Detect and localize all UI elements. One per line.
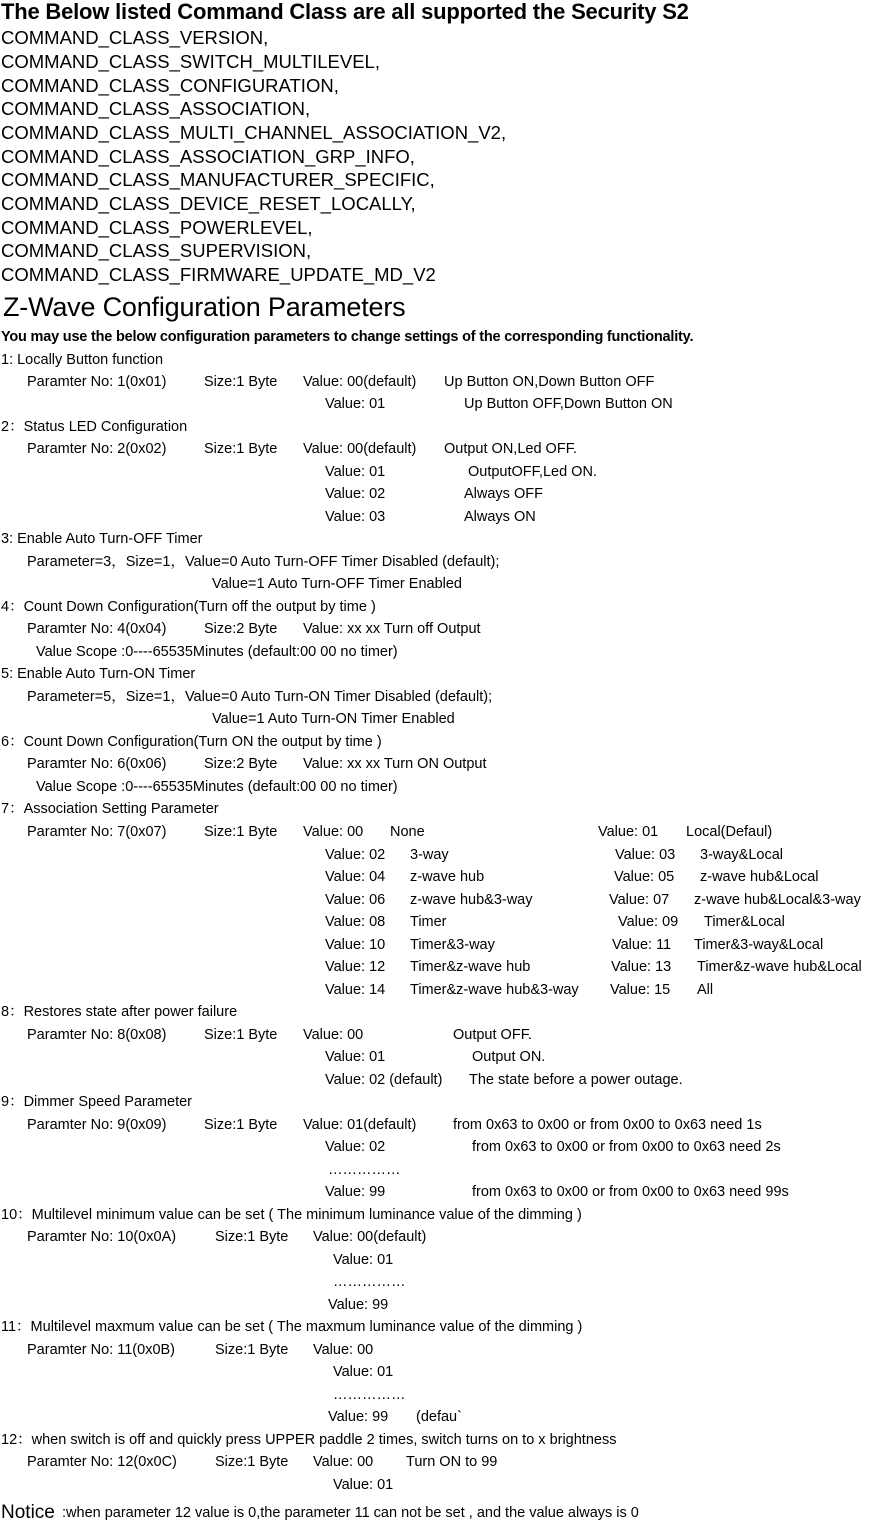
command-class-item: COMMAND_CLASS_CONFIGURATION, (1, 75, 339, 96)
command-class-item: COMMAND_CLASS_ASSOCIATION_GRP_INFO, (1, 146, 415, 167)
param-1-title: 1: Locally Button function (1, 352, 164, 368)
param-6-value: Value: xx xx Turn ON Output (303, 756, 487, 772)
param-2-desc: Always OFF (464, 486, 543, 502)
param-7-desc: Timer&3-way&Local (694, 937, 824, 953)
param-7-desc: Timer (410, 914, 447, 930)
param-1-desc: Up Button OFF,Down Button ON (464, 396, 673, 412)
command-class-item: COMMAND_CLASS_MANUFACTURER_SPECIFIC, (1, 169, 435, 190)
param-4-header: Paramter No: 4(0x04) (27, 621, 167, 637)
param-8-value: Value: 01 (325, 1049, 386, 1065)
param-3-line: Value=1 Auto Turn-OFF Timer Enabled (212, 576, 462, 592)
param-9-size: Size:1 Byte (204, 1117, 278, 1133)
param-11-header: Paramter No: 11(0x0B) (27, 1342, 176, 1358)
param-4-value: Value: xx xx Turn off Output (303, 621, 481, 637)
param-4-size: Size:2 Byte (204, 621, 278, 637)
param-11-title: 11：Multilevel maxmum value can be set ( The maxmum luminance value of the dimming ) (1, 1319, 583, 1335)
param-7-desc: All (697, 982, 714, 998)
param-9-value: Value: 02 (325, 1139, 386, 1155)
param-3-title: 3: Enable Auto Turn-OFF Timer (1, 531, 203, 547)
param-7-value: Value: 15 (610, 982, 671, 998)
param-7-value: Value: 13 (611, 959, 672, 975)
param-8-desc: Output ON. (472, 1049, 546, 1065)
param-2-size: Size:1 Byte (204, 441, 278, 457)
param-10-title: 10：Multilevel minimum value can be set ( The minimum luminance value of the dimming ) (1, 1207, 582, 1223)
param-7-desc: 3-way (410, 847, 449, 863)
param-11-size: Size:1 Byte (215, 1342, 289, 1358)
param-7-value: Value: 04 (325, 869, 386, 885)
param-11-value: Value: 01 (333, 1364, 394, 1380)
param-7-value: Value: 06 (325, 892, 386, 908)
param-12-header: Paramter No: 12(0x0C) (27, 1454, 177, 1470)
param-9-header: Paramter No: 9(0x09) (27, 1117, 167, 1133)
param-7-value: Value: 00 (303, 824, 364, 840)
param-5-line: Value=1 Auto Turn-ON Timer Enabled (212, 711, 455, 727)
param-7-desc: Timer&z-wave hub&Local (697, 959, 862, 975)
param-7-size: Size:1 Byte (204, 824, 278, 840)
param-9-title: 9：Dimmer Speed Parameter (1, 1094, 192, 1110)
param-7-value: Value: 10 (325, 937, 386, 953)
config-intro: You may use the below configuration parameters to change settings of the corresponding functionality. (1, 329, 694, 345)
param-2-value: Value: 00(default) (303, 441, 417, 457)
command-class-item: COMMAND_CLASS_SUPERVISION, (1, 240, 312, 261)
param-6-header: Paramter No: 6(0x06) (27, 756, 167, 772)
command-class-item: COMMAND_CLASS_FIRMWARE_UPDATE_MD_V2 (1, 264, 436, 285)
param-5-line: Parameter=5，Size=1，Value=0 Auto Turn-ON Timer Disabled (default); (27, 689, 493, 705)
command-class-item: COMMAND_CLASS_SWITCH_MULTILEVEL, (1, 51, 380, 72)
param-12-value: Value: 01 (333, 1477, 394, 1493)
param-1-desc: Up Button ON,Down Button OFF (444, 374, 655, 390)
param-7-desc: z-wave hub&Local&3-way (694, 892, 861, 908)
param-12-desc: Turn ON to 99 (406, 1454, 498, 1470)
command-class-item: COMMAND_CLASS_POWERLEVEL, (1, 217, 313, 238)
param-7-value: Value: 03 (615, 847, 676, 863)
param-8-desc: Output OFF. (453, 1027, 532, 1043)
param-2-title: 2：Status LED Configuration (1, 419, 188, 435)
param-12-title: 12：when switch is off and quickly press UPPER paddle 2 times, switch turns on to x brightness (1, 1432, 617, 1448)
command-class-item: COMMAND_CLASS_VERSION, (1, 27, 269, 48)
param-7-desc: Timer&3-way (410, 937, 495, 953)
param-7-desc: z-wave hub (410, 869, 485, 885)
param-2-value: Value: 01 (325, 464, 386, 480)
param-1-value: Value: 00(default) (303, 374, 417, 390)
param-2-desc: Output ON,Led OFF. (444, 441, 577, 457)
param-9-value: Value: 99 (325, 1184, 386, 1200)
param-7-value: Value: 07 (609, 892, 670, 908)
page-heading: The Below listed Command Class are all supported the Security S2 (1, 0, 689, 24)
param-8-header: Paramter No: 8(0x08) (27, 1027, 167, 1043)
param-11-value: Value: 99 (328, 1409, 389, 1425)
param-6-size: Size:2 Byte (204, 756, 278, 772)
param-7-value: Value: 09 (618, 914, 679, 930)
param-12-value: Value: 00 (313, 1454, 374, 1470)
param-11-desc: (defau` (416, 1409, 462, 1425)
command-class-item: COMMAND_CLASS_DEVICE_RESET_LOCALLY, (1, 193, 416, 214)
param-7-desc: Local(Defaul) (686, 824, 773, 840)
param-7-desc: z-wave hub&3-way (410, 892, 533, 908)
param-9-desc: from 0x63 to 0x00 or from 0x00 to 0x63 need 1s (453, 1117, 762, 1133)
param-9-desc: from 0x63 to 0x00 or from 0x00 to 0x63 need 2s (472, 1139, 781, 1155)
param-7-desc: Timer&Local (704, 914, 785, 930)
param-12-size: Size:1 Byte (215, 1454, 289, 1470)
param-7-value: Value: 08 (325, 914, 386, 930)
param-8-size: Size:1 Byte (204, 1027, 278, 1043)
param-8-title: 8：Restores state after power failure (1, 1004, 238, 1020)
param-10-value: Value: 99 (328, 1297, 389, 1313)
param-11-value: Value: 00 (313, 1342, 374, 1358)
param-7-value: Value: 02 (325, 847, 386, 863)
param-1-header: Paramter No: 1(0x01) (27, 374, 167, 390)
param-10-header: Paramter No: 10(0x0A) (27, 1229, 177, 1245)
param-7-desc: 3-way&Local (700, 847, 784, 863)
param-4-title: 4：Count Down Configuration(Turn off the output by time ) (1, 599, 376, 615)
notice-label: Notice (1, 1502, 55, 1523)
param-7-value: Value: 12 (325, 959, 386, 975)
param-9-desc: from 0x63 to 0x00 or from 0x00 to 0x63 need 99s (472, 1184, 789, 1200)
param-10-size: Size:1 Byte (215, 1229, 289, 1245)
notice-text: :when parameter 12 value is 0,the parameter 11 can not be set , and the value always is 0 (62, 1505, 639, 1521)
param-8-value: Value: 00 (303, 1027, 364, 1043)
param-11-ellipsis: …………… (333, 1387, 406, 1403)
param-10-value: Value: 00(default) (313, 1229, 427, 1245)
param-3-line: Parameter=3，Size=1，Value=0 Auto Turn-OFF Timer Disabled (default); (27, 554, 500, 570)
param-9-value: Value: 01(default) (303, 1117, 417, 1133)
command-class-item: COMMAND_CLASS_MULTI_CHANNEL_ASSOCIATION_V2, (1, 122, 507, 143)
command-class-item: COMMAND_CLASS_ASSOCIATION, (1, 98, 311, 119)
param-2-value: Value: 02 (325, 486, 386, 502)
param-6-title: 6：Count Down Configuration(Turn ON the output by time ) (1, 734, 382, 750)
param-7-title: 7：Association Setting Parameter (1, 801, 219, 817)
param-10-ellipsis: …………… (333, 1274, 406, 1290)
param-1-value: Value: 01 (325, 396, 386, 412)
param-7-value: Value: 01 (598, 824, 659, 840)
param-7-desc: Timer&z-wave hub&3-way (410, 982, 579, 998)
param-7-value: Value: 05 (614, 869, 675, 885)
param-2-desc: Always ON (464, 509, 536, 525)
param-7-desc: Timer&z-wave hub (410, 959, 531, 975)
param-9-ellipsis: …………… (328, 1162, 401, 1178)
param-4-scope: Value Scope :0----65535Minutes (default:00 00 no timer) (36, 644, 398, 660)
config-title: Z-Wave Configuration Parameters (3, 292, 406, 322)
param-2-header: Paramter No: 2(0x02) (27, 441, 167, 457)
param-7-value: Value: 14 (325, 982, 386, 998)
param-6-scope: Value Scope :0----65535Minutes (default:00 00 no timer) (36, 779, 398, 795)
param-7-header: Paramter No: 7(0x07) (27, 824, 167, 840)
param-2-desc: OutputOFF,Led ON. (468, 464, 597, 480)
param-5-title: 5: Enable Auto Turn-ON Timer (1, 666, 196, 682)
param-7-desc: z-wave hub&Local (700, 869, 819, 885)
param-7-desc: None (390, 824, 425, 840)
param-8-value: Value: 02 (default) (325, 1072, 443, 1088)
param-2-value: Value: 03 (325, 509, 386, 525)
param-10-value: Value: 01 (333, 1252, 394, 1268)
param-1-size: Size:1 Byte (204, 374, 278, 390)
param-8-desc: The state before a power outage. (469, 1072, 683, 1088)
param-7-value: Value: 11 (612, 937, 672, 953)
